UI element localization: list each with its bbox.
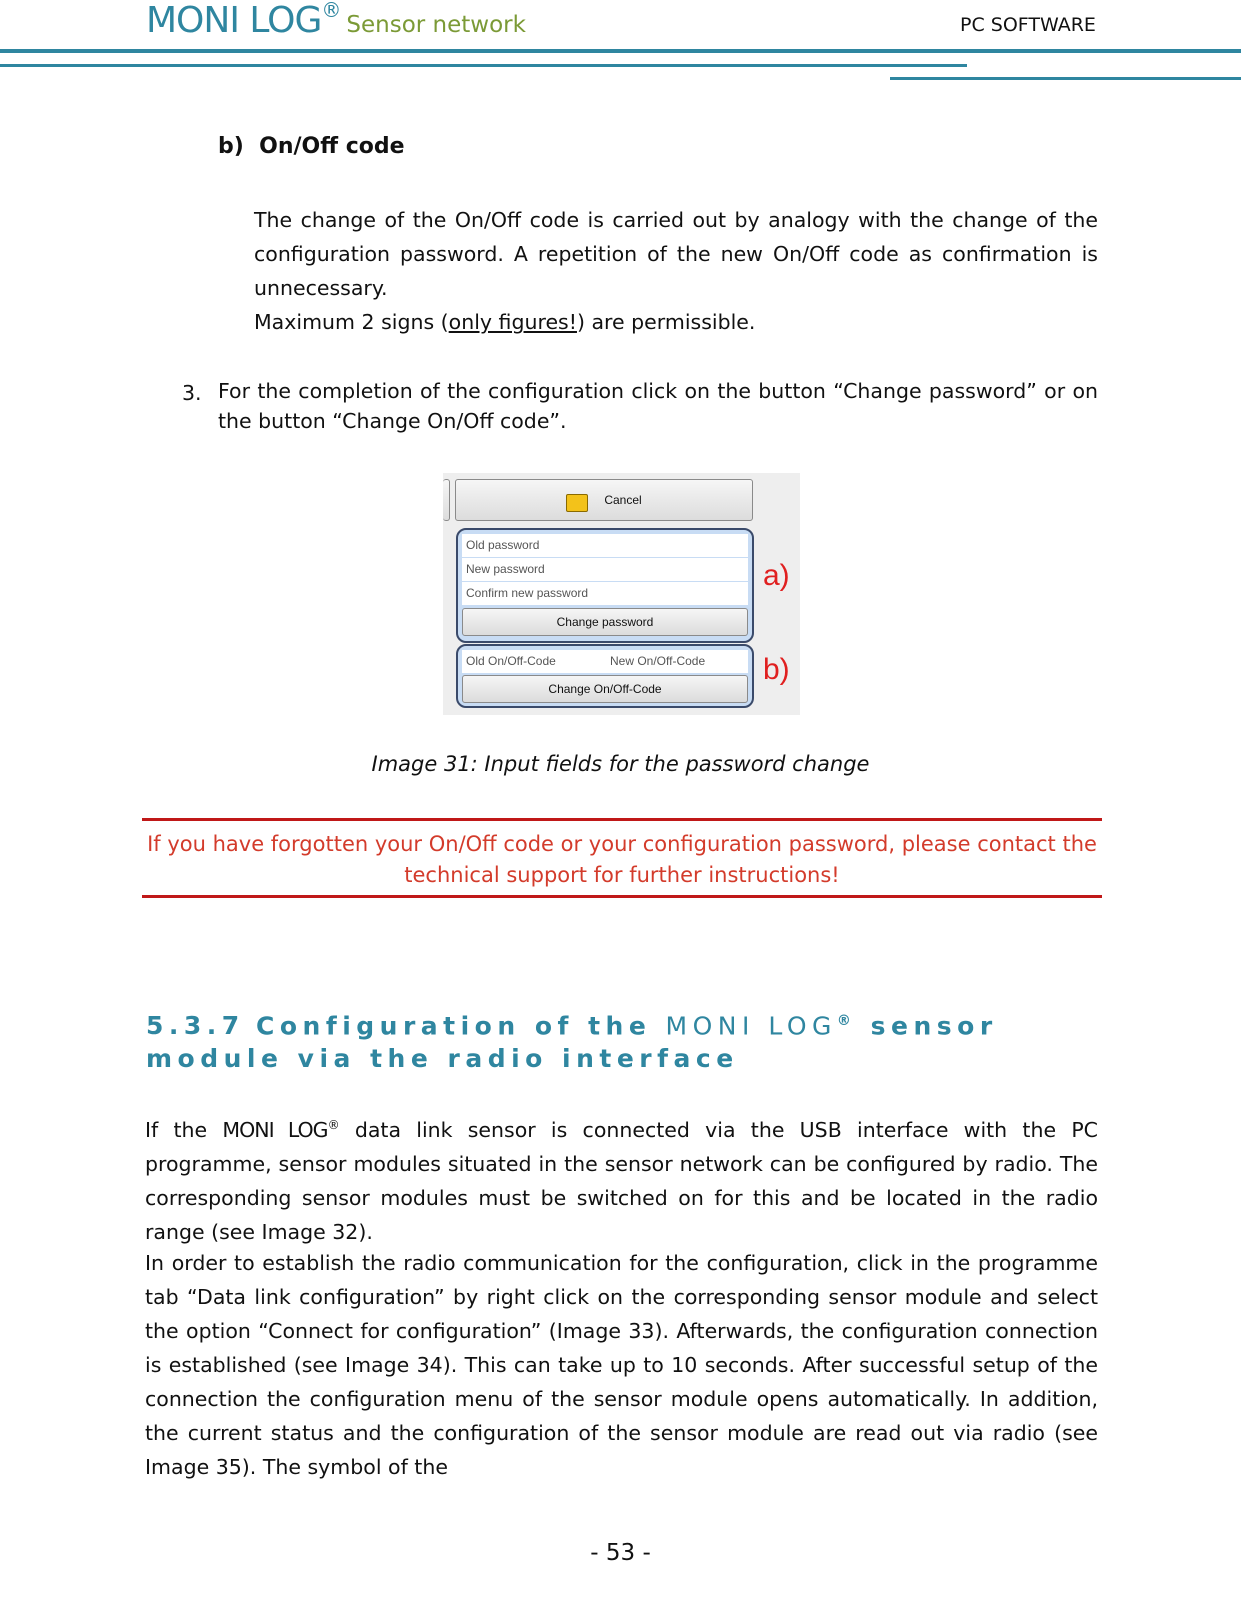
section-title-logo: MONI LOG xyxy=(665,1011,837,1041)
paragraph xyxy=(254,203,1098,339)
section-title-rest: sensor module via the radio interface xyxy=(146,1011,998,1074)
text: ) are permissible. xyxy=(576,310,756,334)
page-number: - 53 - xyxy=(590,1540,651,1566)
paragraph: In order to establish the radio communication for the configuration, click in the programme tab “Data link configuration” by right click on the corresponding sensor module and select the option “Connect for configuration” (Image 33). Afterwards, the configuration connection is established (see Image 34). This can take up to 10 seconds. After successful setup of the connection the configuration menu of the sensor module opens automatically. In addition, the current status and the configuration of the sensor module are read out via radio (see Image 35). The symbol of the xyxy=(145,1251,1098,1479)
text: Maximum 2 signs ( xyxy=(254,310,449,334)
figure-caption: Image 31: Input fields for the password change xyxy=(371,752,870,776)
list-number: 3. xyxy=(182,381,202,405)
inline-logo: MONI LOG xyxy=(222,1117,328,1142)
section-number: 5.3.7 xyxy=(146,1011,245,1041)
paragraph xyxy=(145,1108,1098,1249)
list-item-text: For the completion of the configuration click on the button “Change password” or on the button “Change On/Off code”. xyxy=(218,379,1098,433)
header-rule-3 xyxy=(890,77,1241,80)
logo-subtitle: Sensor network xyxy=(346,12,526,38)
old-code-input[interactable]: Old On/Off-Code xyxy=(462,650,606,673)
warning-box xyxy=(142,818,1102,898)
logo-text: MONI LOG xyxy=(146,0,322,41)
onoff-code-group xyxy=(456,644,754,708)
section-heading xyxy=(146,1005,1098,1075)
subsection-heading: b) On/Off code xyxy=(218,134,405,159)
logo-registered: ® xyxy=(321,0,341,22)
partial-button xyxy=(443,479,450,521)
registered-mark: ® xyxy=(836,1013,857,1029)
old-password-input[interactable]: Old password xyxy=(462,534,748,557)
paragraph-text: The change of the On/Off code is carried out by analogy with the change of the configuration password. A repetition of the new On/Off code as confirmation is unnecessary. xyxy=(254,208,1098,300)
paragraph-text-2 xyxy=(254,305,1098,339)
registered-mark: ® xyxy=(327,1118,340,1132)
logo xyxy=(146,0,526,41)
cancel-label: Cancel xyxy=(604,493,642,507)
new-password-input[interactable]: New password xyxy=(462,558,748,581)
label-b: b) xyxy=(763,653,790,686)
label-a: a) xyxy=(763,559,790,592)
header-rule-2 xyxy=(0,64,967,67)
new-code-input[interactable]: New On/Off-Code xyxy=(606,650,748,673)
cancel-button[interactable] xyxy=(455,479,753,521)
underlined-text: only figures! xyxy=(448,310,577,334)
text: data link sensor is connected via the USB interface with the PC programme, sensor modules situated in the sensor network can be configured by radio. The corresponding sensor modules must be switched on for this and be located in the radio range (see Image 32). xyxy=(145,1117,1098,1244)
header-rule xyxy=(0,49,1241,53)
header-right-title: PC SOFTWARE xyxy=(960,14,1096,36)
text: If the xyxy=(145,1117,223,1142)
change-code-button[interactable]: Change On/Off-Code xyxy=(462,675,748,703)
lock-icon xyxy=(566,494,588,512)
password-group xyxy=(456,528,754,643)
confirm-password-input[interactable]: Confirm new password xyxy=(462,582,748,605)
section-title: Configuration of the xyxy=(256,1011,652,1041)
change-password-button[interactable]: Change password xyxy=(462,608,748,636)
warning-text: If you have forgotten your On/Off code or your configuration password, please contact the technical support for further instructions! xyxy=(147,832,1097,887)
figure-screenshot xyxy=(443,473,800,715)
